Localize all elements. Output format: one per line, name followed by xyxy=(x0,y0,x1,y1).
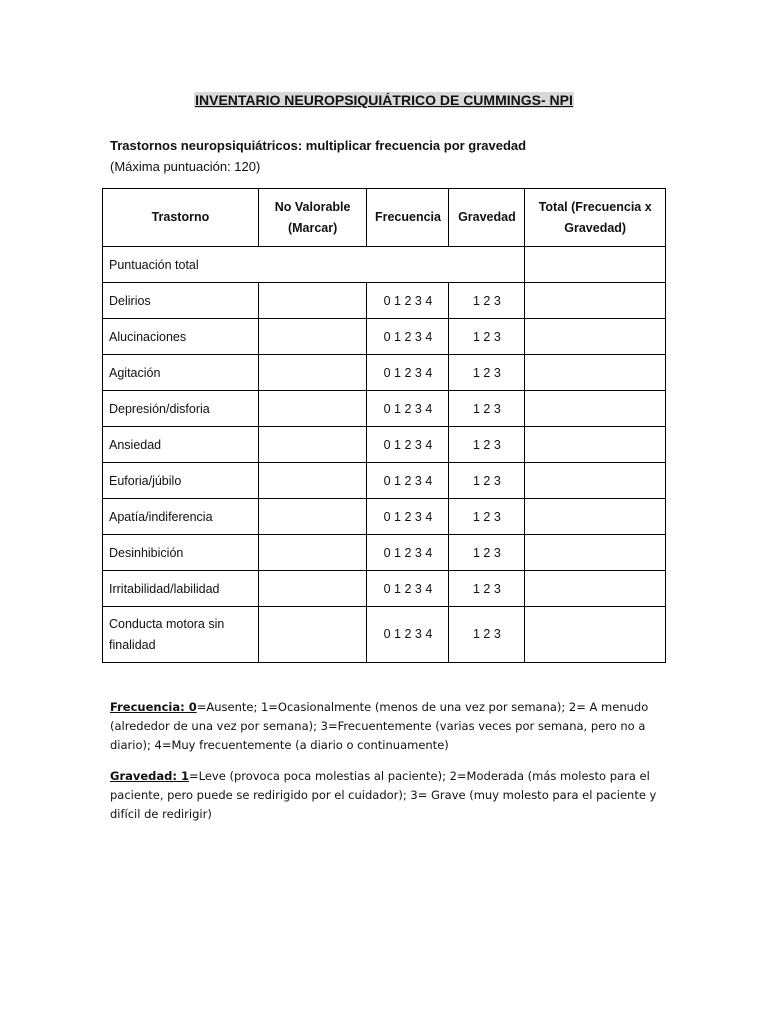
row-label: Alucinaciones xyxy=(103,319,259,355)
gravedad-options[interactable]: 1 2 3 xyxy=(449,283,525,319)
header-total-line2: Gravedad) xyxy=(564,220,627,235)
no-valorable-cell[interactable] xyxy=(258,607,367,663)
no-valorable-cell[interactable] xyxy=(258,463,367,499)
row-label-line2: finalidad xyxy=(109,637,156,652)
gravedad-options[interactable]: 1 2 3 xyxy=(449,391,525,427)
gravedad-options[interactable]: 1 2 3 xyxy=(449,427,525,463)
document-subtitle: Trastornos neuropsiquiátricos: multiplicar frecuencia por gravedad xyxy=(110,138,527,153)
total-cell[interactable] xyxy=(525,427,666,463)
frecuencia-options[interactable]: 0 1 2 3 4 xyxy=(367,607,449,663)
no-valorable-cell[interactable] xyxy=(258,319,367,355)
gravedad-options[interactable]: 1 2 3 xyxy=(449,463,525,499)
gravedad-options[interactable]: 1 2 3 xyxy=(449,535,525,571)
total-cell[interactable] xyxy=(525,355,666,391)
no-valorable-cell[interactable] xyxy=(258,499,367,535)
document-title-text: INVENTARIO NEUROPSIQUIÁTRICO DE CUMMINGS- NPI xyxy=(195,92,573,108)
table-row xyxy=(103,355,666,391)
frecuencia-options[interactable]: 0 1 2 3 4 xyxy=(367,391,449,427)
table-row xyxy=(103,391,666,427)
frecuencia-legend xyxy=(110,698,658,755)
total-cell[interactable] xyxy=(525,535,666,571)
frecuencia-legend-key: Frecuencia: 0 xyxy=(110,700,197,714)
total-cell[interactable] xyxy=(525,463,666,499)
row-label: Ansiedad xyxy=(103,427,259,463)
gravedad-options[interactable]: 1 2 3 xyxy=(449,355,525,391)
no-valorable-cell[interactable] xyxy=(258,427,367,463)
table-row xyxy=(103,571,666,607)
no-valorable-cell[interactable] xyxy=(258,391,367,427)
document-title xyxy=(0,92,768,108)
frecuencia-options[interactable]: 0 1 2 3 4 xyxy=(367,499,449,535)
frecuencia-options[interactable]: 0 1 2 3 4 xyxy=(367,427,449,463)
npi-table xyxy=(102,188,666,663)
frecuencia-options[interactable]: 0 1 2 3 4 xyxy=(367,535,449,571)
no-valorable-cell[interactable] xyxy=(258,571,367,607)
header-total xyxy=(525,189,666,247)
frecuencia-options[interactable]: 0 1 2 3 4 xyxy=(367,571,449,607)
header-no-valorable xyxy=(258,189,367,247)
row-label: Depresión/disforia xyxy=(103,391,259,427)
table-row xyxy=(103,463,666,499)
table-header-row xyxy=(103,189,666,247)
frecuencia-options[interactable]: 0 1 2 3 4 xyxy=(367,463,449,499)
table-row xyxy=(103,283,666,319)
total-cell[interactable] xyxy=(525,391,666,427)
frecuencia-legend-text: =Ausente; 1=Ocasionalmente (menos de una vez por semana); 2= A menudo (alrededor de una vez por semana); 3=Frecuentemente (varias veces por semana, pero no a diario); 4=Muy frecuentemente (a diario o continuamente) xyxy=(110,700,649,752)
header-trastorno: Trastorno xyxy=(103,189,259,247)
gravedad-options[interactable]: 1 2 3 xyxy=(449,499,525,535)
no-valorable-cell[interactable] xyxy=(258,355,367,391)
total-score-row xyxy=(103,247,666,283)
total-cell[interactable] xyxy=(525,499,666,535)
gravedad-options[interactable]: 1 2 3 xyxy=(449,607,525,663)
row-label: Agitación xyxy=(103,355,259,391)
gravedad-legend-text: =Leve (provoca poca molestias al paciente); 2=Moderada (más molesto para el paciente, pero puede se redirigido por el cuidador); 3= Grave (muy molesto para el paciente y difícil de redirigir) xyxy=(110,769,657,821)
table-row xyxy=(103,499,666,535)
gravedad-legend xyxy=(110,767,658,824)
gravedad-options[interactable]: 1 2 3 xyxy=(449,571,525,607)
row-label: Desinhibición xyxy=(103,535,259,571)
table-row xyxy=(103,607,666,663)
header-frecuencia: Frecuencia xyxy=(367,189,449,247)
total-cell[interactable] xyxy=(525,571,666,607)
header-no-valorable-line2: (Marcar) xyxy=(287,220,338,235)
no-valorable-cell[interactable] xyxy=(258,535,367,571)
total-cell[interactable] xyxy=(525,283,666,319)
table-row xyxy=(103,319,666,355)
no-valorable-cell[interactable] xyxy=(258,283,367,319)
row-label: Euforia/júbilo xyxy=(103,463,259,499)
total-cell[interactable] xyxy=(525,607,666,663)
row-label-line1: Conducta motora sin xyxy=(109,616,225,631)
header-total-line1: Total (Frecuencia x xyxy=(538,199,652,214)
total-score-label: Puntuación total xyxy=(103,247,525,283)
total-cell[interactable] xyxy=(525,319,666,355)
frecuencia-options[interactable]: 0 1 2 3 4 xyxy=(367,283,449,319)
header-no-valorable-line1: No Valorable xyxy=(274,199,351,214)
frecuencia-options[interactable]: 0 1 2 3 4 xyxy=(367,319,449,355)
table-row xyxy=(103,535,666,571)
row-label: Irritabilidad/labilidad xyxy=(103,571,259,607)
gravedad-options[interactable]: 1 2 3 xyxy=(449,319,525,355)
gravedad-legend-key: Gravedad: 1 xyxy=(110,769,189,783)
total-score-cell[interactable] xyxy=(525,247,666,283)
frecuencia-options[interactable]: 0 1 2 3 4 xyxy=(367,355,449,391)
row-label xyxy=(103,607,259,663)
table-row xyxy=(103,427,666,463)
max-score-note: (Máxima puntuación: 120) xyxy=(110,159,261,174)
header-gravedad: Gravedad xyxy=(449,189,525,247)
row-label: Apatía/indiferencia xyxy=(103,499,259,535)
row-label: Delirios xyxy=(103,283,259,319)
